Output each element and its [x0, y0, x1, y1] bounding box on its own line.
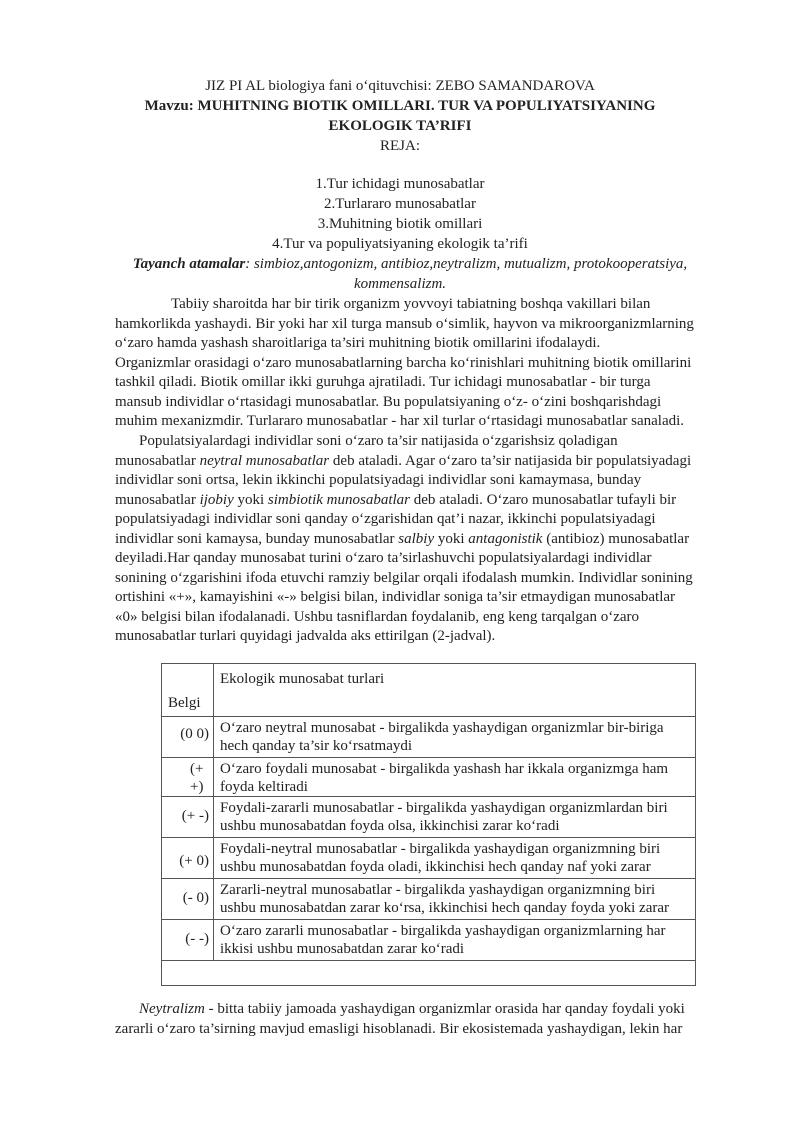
row-text-content: Zararli-neytral munosabatlar - birgalikda yashaydigan organizmning biri ushbu munosabatdan zarar ko‘rsa, ikkinchisi hech qanday foyda yoki zarar	[220, 882, 670, 916]
plan-heading: REJA:	[379, 138, 420, 154]
row-text-content: Foydali-zararli munosabatlar - birgalikda yashaydigan organizmlardan biri ushbu munosabatdan foyda olsa, ikkinchisi zarar ko‘radi	[220, 800, 668, 834]
plan-item-2: 2.Turlararo munosabatlar	[324, 196, 476, 212]
header-type: Ekologik munosabat turlari	[214, 664, 696, 717]
row-symbol	[162, 838, 214, 879]
relations-table	[161, 663, 696, 986]
row-symbol-text: (+ +)	[190, 761, 204, 795]
text-run: - bitta tabiiy jamoada yashaydigan organizmlar orasida har qanday foydali yoki	[204, 1001, 685, 1017]
term-neytral: neytral munosabatlar	[199, 452, 330, 469]
paragraph-2-line	[115, 530, 736, 550]
plan-item-3: 3.Muhitning biotik omillari	[317, 216, 483, 232]
row-symbol-text: (0 0)	[180, 726, 209, 742]
table-row	[162, 838, 696, 879]
text-run: munosabatlar	[115, 491, 200, 508]
keywords-line2: kommensalizm.	[353, 276, 447, 292]
paragraph-2-line: munosabatlar turlari quyidagi jadvalda aks ettirilgan (2-jadval).	[115, 628, 496, 644]
plan-item-1: 1.Tur ichidagi munosabatlar	[315, 176, 485, 192]
topic-label: Mavzu:	[144, 98, 194, 114]
term-simbiotik: simbiotik munosabatlar	[267, 491, 410, 508]
row-text	[214, 717, 696, 758]
paragraph-2-line	[115, 491, 736, 511]
term-neytralizm: Neytralizm	[139, 1001, 205, 1017]
paragraph-2-line: Populatsiyalardagi individlar soni o‘zaro ta’sir natijasida o‘zgarishsiz qoladigan	[139, 433, 618, 449]
keywords-label: Tayanch atamalar	[132, 256, 246, 272]
row-text	[214, 879, 696, 920]
row-text	[214, 920, 696, 961]
text-run: munosabatlar	[115, 452, 200, 469]
paragraph-1-line: Organizmlar orasidagi o‘zaro munosabatlarning barcha ko‘rinishlari muhitning biotik omillarini	[115, 354, 692, 371]
paragraph-1-line: mansub individlar o‘rtasidagi munosabatlar. Bu populatsiyaning o‘z- o‘zini boshqarishdagi	[115, 393, 662, 410]
paragraph-3-line: zararli o‘zaro ta’sirning mavjud emasligi hisoblanadi. Bir ekosistemada yashaydigan, lekin har	[115, 1020, 683, 1037]
empty-cell	[162, 961, 696, 986]
table-row	[162, 920, 696, 961]
paragraph-2-line: individlar soni ortsa, lekin ikkinchi populatsiyadagi individlar soni kamaymasa, bunday	[115, 472, 642, 488]
paragraph-2-line: «0» belgisi bilan ifodalanadi. Ushbu tasniflardan foydalanib, eng keng tarqalgan o‘zaro	[115, 608, 640, 625]
row-symbol	[162, 879, 214, 920]
text-run: deb ataladi. O‘zaro munosabatlar tufayli bir	[410, 491, 677, 508]
row-symbol-text: (- 0)	[182, 890, 209, 906]
text-run: yoki	[434, 530, 469, 547]
row-text	[214, 838, 696, 879]
paragraph-3-line	[115, 1000, 736, 1020]
text-run: deb ataladi. Agar o‘zaro ta’sir natijasida bir populatsiyadagi	[329, 452, 692, 469]
paragraph-1-line: muhim mexanizmdir. Turlararo munosabatlar - har xil turlar o‘rtasidagi munosabatlar sanaladi.	[115, 413, 685, 429]
term-ijobiy: ijobiy	[199, 491, 234, 508]
paragraph-1-line: Tabiiy sharoitda har bir tirik organizm yovvoyi tabiatning boshqa vakillari bilan	[171, 296, 651, 312]
term-salbiy: salbiy	[398, 530, 435, 547]
table-header-row	[162, 664, 696, 717]
paragraph-2-line	[115, 452, 736, 472]
table-row	[162, 758, 696, 797]
keywords-line	[80, 255, 740, 275]
row-symbol	[162, 758, 214, 797]
topic-title	[100, 97, 700, 117]
paragraph-1-line: tashkil qiladi. Biotik omillar ikki guruhga ajratiladi. Tur ichidagi munosabatlar - bir turga	[115, 374, 651, 390]
table-empty-row	[162, 961, 696, 986]
table-row	[162, 717, 696, 758]
row-text-content: O‘zaro neytral munosabat - birgalikda yashaydigan organizmlar bir-biriga hech qanday ta’sir ko‘rsatmaydi	[220, 720, 664, 754]
header-symbol: Belgi	[162, 664, 214, 717]
term-antagonistik: antagonistik	[468, 530, 543, 547]
row-symbol-text: (+ -)	[181, 808, 209, 824]
paragraph-2-line: deyiladi.Har qanday munosabat turini o‘zaro ta’sirlashuvchi populatsiyalardagi individlar	[115, 550, 652, 566]
row-text-content: O‘zaro zararli munosabatlar - birgalikda yashaydigan organizmlarning har ikkisi ushbu munosabatdan zarar ko‘radi	[220, 923, 666, 957]
author-line: JIZ PI AL biologiya fani o‘qituvchisi: ZEBO SAMANDAROVA	[205, 78, 595, 94]
paragraph-3	[115, 1000, 736, 1039]
paragraph-2-line: sonining o‘zgarishini ifoda etuvchi ramziy belgilar orqali ifodalash mumkin. Individlar sonining	[115, 569, 693, 586]
row-symbol-text: (+ 0)	[179, 853, 209, 869]
row-symbol-text: (- -)	[185, 931, 209, 947]
row-symbol	[162, 717, 214, 758]
plan-item-4: 4.Tur va populiyatsiyaning ekologik ta’rifi	[272, 236, 528, 252]
text-run: yoki	[233, 491, 268, 508]
paragraph-2-line: ortishini «+», kamayishini «-» belgisi bilan, individlar soniga ta’sir etmaydigan munosabatlar	[115, 589, 676, 605]
table-row	[162, 797, 696, 838]
paragraph-1-line: hamkorlikda yashaydi. Bir yoki har xil turga mansub o‘simlik, hayvon va mikroorganizmlarning	[115, 315, 694, 332]
paragraph-1	[115, 295, 736, 432]
table-row	[162, 879, 696, 920]
topic-title-line2: EKOLOGIK TA’RIFI	[328, 118, 472, 134]
row-text-content: O‘zaro foydali munosabat - birgalikda yashash har ikkala organizmga ham foyda keltiradi	[220, 761, 669, 795]
row-symbol	[162, 920, 214, 961]
keywords-list: : simbioz,antogonizm, antibioz,neytralizm, mutualizm, protokooperatsiya,	[245, 256, 688, 272]
row-symbol	[162, 797, 214, 838]
paragraph-2	[115, 432, 736, 647]
row-text	[214, 797, 696, 838]
text-run: (antibioz) munosabatlar	[542, 530, 690, 547]
topic-text: MUHITNING BIOTIK OMILLARI. TUR VA POPULIYATSIYANING	[193, 98, 656, 114]
row-text	[214, 758, 696, 797]
paragraph-2-line: populatsiyadagi individlar soni qanday o‘zgarishidan qat’i nazar, ikkinchi populatsiyadagi	[115, 511, 656, 527]
text-run: individlar soni kamaysa, bunday munosabatlar	[115, 530, 399, 547]
paragraph-1-line: o‘zaro hamda yashash sharoitlariga ta’siri muhitning biotik omillarini ifodalaydi.	[115, 335, 601, 351]
row-text-content: Foydali-neytral munosabatlar - birgalikda yashaydigan organizmning biri ushbu munosabatdan foyda oladi, ikkinchisi hech qanday naf yoki zarar	[220, 841, 661, 875]
